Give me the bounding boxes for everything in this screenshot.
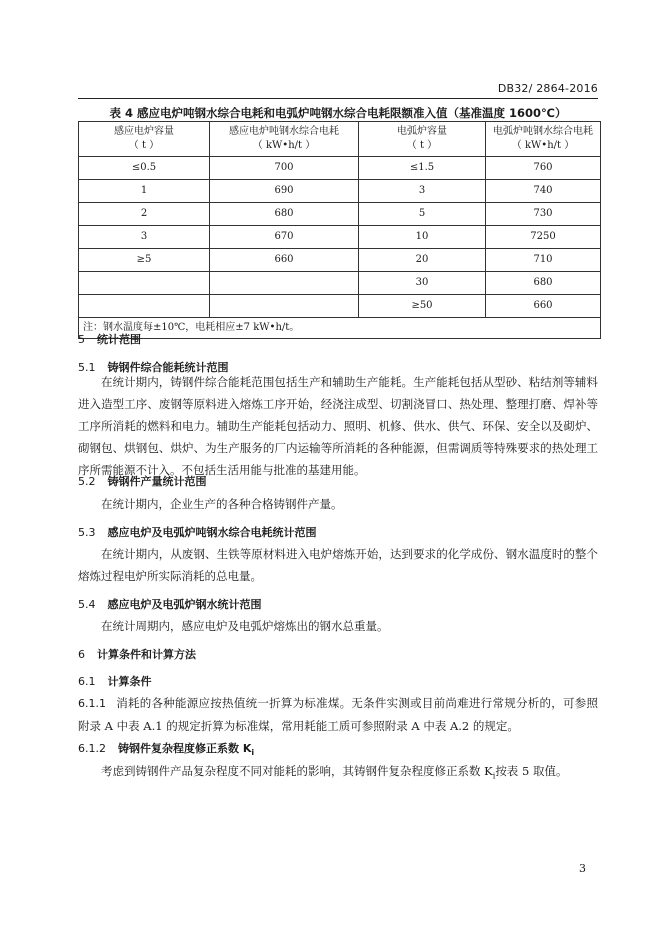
table-cell: 1 <box>79 180 210 203</box>
section-5-2-heading <box>78 473 598 489</box>
header-unit: （ t ） <box>128 140 160 151</box>
paragraph-text: 考虑到铸钢件产品复杂程度不同对能耗的影响，其铸钢件复杂程度修正系数 K <box>101 764 493 778</box>
table-cell: 710 <box>486 249 601 272</box>
paragraph-text: 按表 5 取值。 <box>495 764 568 778</box>
section-number: 5.3 <box>78 526 96 539</box>
section-number: 6.1.2 <box>78 742 106 755</box>
col-header-arc-energy <box>486 122 601 157</box>
section-5-heading <box>78 331 598 347</box>
section-6-1-2-heading <box>78 740 598 757</box>
section-number: 5.4 <box>78 598 96 611</box>
section-number: 6 <box>78 648 85 661</box>
table-cell: ≥50 <box>359 295 486 318</box>
table-cell: 20 <box>359 249 486 272</box>
section-title: 铸钢件综合能耗统计范围 <box>107 361 229 374</box>
table-note: 注：钢水温度每±10℃，电耗相应±7 kW•h/t。 <box>79 318 601 339</box>
header-unit: （ t ） <box>406 140 438 151</box>
table-caption: 表 4 感应电炉吨钢水综合电耗和电弧炉吨钢水综合电耗限额准入值（基准温度 1600℃） <box>109 106 567 120</box>
header-unit: （ kW•h/t ） <box>252 140 316 151</box>
header-line: 电弧炉吨钢水综合电耗 <box>493 126 593 137</box>
table-cell: 2 <box>79 203 210 226</box>
subscript: i <box>492 771 496 781</box>
subscript: i <box>251 748 255 758</box>
table-row <box>79 203 601 226</box>
table-cell: ≥5 <box>79 249 210 272</box>
table-cell: 7250 <box>486 226 601 249</box>
section-title: 计算条件 <box>107 675 152 688</box>
section-number: 6.1 <box>78 675 96 688</box>
header-rule <box>78 98 598 99</box>
page-number: 3 <box>579 862 586 875</box>
section-5-3-paragraph: 在统计期内，从废钢、生铁等原材料进入电炉熔炼开始，达到要求的化学成份、钢水温度时的整个熔炼过程电炉所实际消耗的总电量。 <box>78 547 598 583</box>
table-cell: ≤0.5 <box>79 157 210 180</box>
section-title: 计算条件和计算方法 <box>97 648 196 661</box>
section-5-1-paragraph: 在统计期内，铸钢件综合能耗范围包括生产和辅助生产能耗。生产能耗包括从型砂、粘结剂等辅料进入造型工序、废钢等原料进入熔炼工序开始，经浇注成型、切割浇冒口、热处理、整理打磨、焊补等工序所消耗的燃料和电力。辅助生产能耗包括动力、照明、机修、供水、供气、环保、安全以及砌炉、砌钢包、烘钢包、烘炉、为生产服务的厂内运输等所消耗的各种能源，但需调质等特殊要求的热处理工序所需能源不计入。不包括生活用能与批准的基建用能。 <box>78 375 598 477</box>
header-line: 电弧炉容量 <box>397 126 447 137</box>
section-6-1-heading <box>78 673 598 689</box>
section-6-1-1-paragraph <box>78 692 598 737</box>
section-number: 5.2 <box>78 475 96 488</box>
table-row <box>79 249 601 272</box>
section-title: 感应电炉及电弧炉钢水统计范围 <box>107 598 262 611</box>
table-cell <box>79 272 210 295</box>
table-cell: 5 <box>359 203 486 226</box>
table-cell: ≤1.5 <box>359 157 486 180</box>
section-title: 感应电炉及电弧炉吨钢水综合电耗统计范围 <box>107 526 317 539</box>
table-cell: 3 <box>79 226 210 249</box>
table-header-row <box>79 122 601 157</box>
table-row <box>79 272 601 295</box>
section-5-3-heading <box>78 524 598 540</box>
table-cell: 660 <box>210 249 359 272</box>
col-header-arc-capacity <box>359 122 486 157</box>
standard-code: DB32/ 2864-2016 <box>497 82 598 95</box>
table-cell: 670 <box>210 226 359 249</box>
table-cell: 690 <box>210 180 359 203</box>
section-title: 铸钢件复杂程度修正系数 K <box>118 742 252 755</box>
section-5-4-paragraph: 在统计周期内，感应电炉及电弧炉熔炼出的钢水总重量。 <box>101 619 389 633</box>
header-unit: （ kW•h/t ） <box>511 140 575 151</box>
table-row <box>79 295 601 318</box>
section-number: 6.1.1 <box>78 697 106 710</box>
table-cell: 760 <box>486 157 601 180</box>
section-number: 5.1 <box>78 361 96 374</box>
header-line: 感应电炉吨钢水综合电耗 <box>229 126 339 137</box>
table-cell <box>210 272 359 295</box>
section-6-heading <box>78 646 598 662</box>
table-row <box>79 157 601 180</box>
table-cell: 3 <box>359 180 486 203</box>
table-cell: 660 <box>486 295 601 318</box>
header-line: 感应电炉容量 <box>114 126 174 137</box>
table-cell <box>210 295 359 318</box>
col-header-induction-energy <box>210 122 359 157</box>
limits-table <box>78 121 601 339</box>
table-cell: 700 <box>210 157 359 180</box>
section-5-4-heading <box>78 596 598 612</box>
table-row <box>79 180 601 203</box>
section-6-1-1-text: 消耗的各种能源应按热值统一折算为标准煤。无条件实测或目前尚难进行常规分析的，可参照附录 A 中表 A.1 的规定折算为标准煤，常用耗能工质可参照附录 A 中表 A.2 的规定。 <box>78 696 598 733</box>
table-cell: 680 <box>486 272 601 295</box>
section-5-2-paragraph: 在统计期内，企业生产的各种合格铸钢件产量。 <box>101 497 343 511</box>
col-header-induction-capacity <box>79 122 210 157</box>
section-title: 统计范围 <box>97 333 141 346</box>
table-row <box>79 226 601 249</box>
table-cell: 680 <box>210 203 359 226</box>
table-cell: 730 <box>486 203 601 226</box>
table-cell: 10 <box>359 226 486 249</box>
section-title: 铸钢件产量统计范围 <box>107 475 207 488</box>
section-number: 5 <box>78 333 85 346</box>
table-cell: 740 <box>486 180 601 203</box>
table-cell <box>79 295 210 318</box>
table-cell: 30 <box>359 272 486 295</box>
section-6-1-2-paragraph <box>78 760 598 787</box>
